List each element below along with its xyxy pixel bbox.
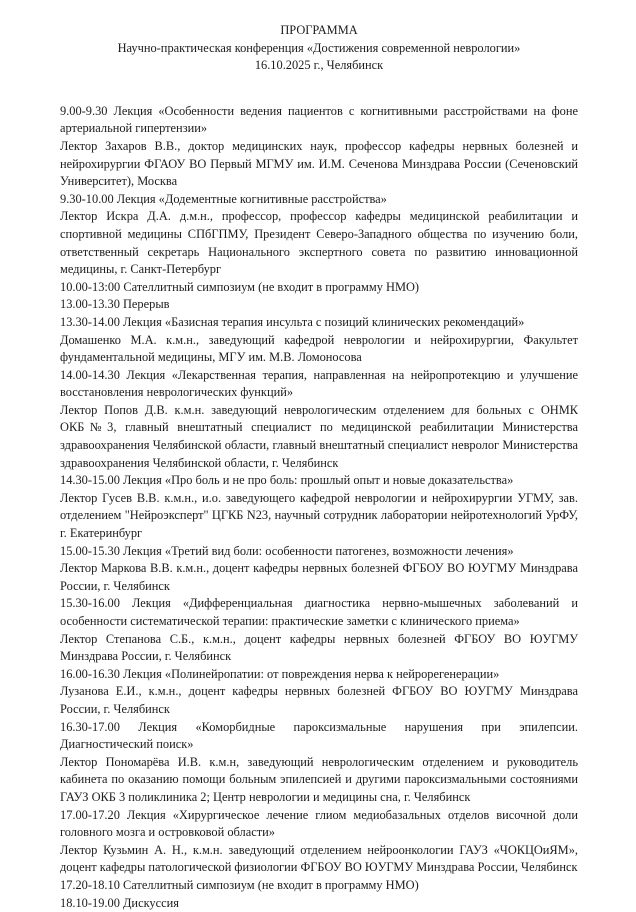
program-entry: 14.00-14.30 Лекция «Лекарственная терапия, направленная на нейропротекцию и улучшение восстановления неврологических функций» bbox=[60, 367, 578, 402]
program-entry: Лектор Степанова С.Б., к.м.н., доцент кафедры нервных болезней ФГБОУ ВО ЮУГМУ Минздрава России, г. Челябинск bbox=[60, 631, 578, 666]
program-entry: 17.20-18.10 Сателлитный симпозиум (не входит в программу НМО) bbox=[60, 877, 578, 895]
program-entry: 17.00-17.20 Лекция «Хирургическое лечение глиом медиобазальных отделов височной доли головного мозга и островковой области» bbox=[60, 807, 578, 842]
program-entry: 9.00-9.30 Лекция «Особенности ведения пациентов с когнитивными расстройствами на фоне артериальной гипертензии» bbox=[60, 103, 578, 138]
program-entry: 14.30-15.00 Лекция «Про боль и не про боль: прошлый опыт и новые доказательства» bbox=[60, 472, 578, 490]
program-entry: 15.30-16.00 Лекция «Дифференциальная диагностика нервно-мышечных заболеваний и особенности систематической терапии: практические заметки с клинического приема» bbox=[60, 595, 578, 630]
program-entry: 9.30-10.00 Лекция «Додементные когнитивные расстройства» bbox=[60, 191, 578, 209]
program-entry: Лузанова Е.И., к.м.н., доцент кафедры нервных болезней ФГБОУ ВО ЮУГМУ Минздрава России, г. Челябинск bbox=[60, 683, 578, 718]
program-entry: Лектор Гусев В.В. к.м.н., и.о. заведующего кафедрой неврологии и нейрохирургии УГМУ, зав. отделением "Нейроэксперт" ЦГКБ N23, научный сотрудник лаборатории нейротехнологий УрФУ, г. Екатеринбург bbox=[60, 490, 578, 543]
program-entry: 16.30-17.00 Лекция «Коморбидные пароксизмальные нарушения при эпилепсии. Диагностический поиск» bbox=[60, 719, 578, 754]
program-entry: Лектор Попов Д.В. к.м.н. заведующий неврологическим отделением для больных с ОНМК ОКБ№3, главный внештатный специалист по медицинской реабилитации Министерства здравоохранения Челябинской области, главный внештатный специалист невролог Министерства здравоохранения Челябинской области, г. Челябинск bbox=[60, 402, 578, 472]
program-entry: Лектор Кузьмин А. Н., к.м.н. заведующий отделением нейроонкологии ГАУЗ «ЧОКЦОиЯМ», доцент кафедры патологической физиологии ФГБОУ ВО ЮУГМУ Минздрава России, Челябинск bbox=[60, 842, 578, 877]
program-entry: 16.00-16.30 Лекция «Полинейропатии: от повреждения нерва к нейрорегенерации» bbox=[60, 666, 578, 684]
program-entry: 13.30-14.00 Лекция «Базисная терапия инсульта с позиций клинических рекомендаций» bbox=[60, 314, 578, 332]
date-place-line: 16.10.2025 г., Челябинск bbox=[60, 57, 578, 75]
document-title: ПРОГРАММА bbox=[60, 22, 578, 40]
program-schedule bbox=[60, 103, 578, 912]
program-entry: Лектор Маркова В.В. к.м.н., доцент кафедры нервных болезней ФГБОУ ВО ЮУГМУ Минздрава России, г. Челябинск bbox=[60, 560, 578, 595]
conference-subtitle: Научно-практическая конференция «Достижения современной неврологии» bbox=[60, 40, 578, 58]
program-entry: 15.00-15.30 Лекция «Третий вид боли: особенности патогенез, возможности лечения» bbox=[60, 543, 578, 561]
program-entry: 13.00-13.30 Перерыв bbox=[60, 296, 578, 314]
document-header bbox=[60, 22, 578, 75]
program-entry: 10.00-13:00 Сателлитный симпозиум (не входит в программу НМО) bbox=[60, 279, 578, 297]
program-entry: Лектор Искра Д.А. д.м.н., профессор, профессор кафедры медицинской реабилитации и спортивной медицины СПбГПМУ, Президент Северо-Западного общества по изучению боли, ответственный секретарь Национального экспертного совета по развитию инновационной медицины, г. Санкт-Петербург bbox=[60, 208, 578, 278]
program-entry: Лектор Пономарёва И.В. к.м.н, заведующий неврологическим отделением и руководитель кабинета по оказанию помощи больным эпилепсией и другими пароксизмальными состояниями ГАУЗ ОКБ 3 поликлиника 2; Центр неврологии и медицины сна, г. Челябинск bbox=[60, 754, 578, 807]
program-entry: Домашенко М.А. к.м.н., заведующий кафедрой неврологии и нейрохирургии, Факультет фундаментальной медицины, МГУ им. М.В. Ломоносова bbox=[60, 332, 578, 367]
program-entry: 18.10-19.00 Дискуссия bbox=[60, 895, 578, 912]
program-entry: Лектор Захаров В.В., доктор медицинских наук, профессор кафедры нервных болезней и нейрохирургии ФГАОУ ВО Первый МГМУ им. И.М. Сеченова Минздрава России (Сеченовский Университет), Москва bbox=[60, 138, 578, 191]
